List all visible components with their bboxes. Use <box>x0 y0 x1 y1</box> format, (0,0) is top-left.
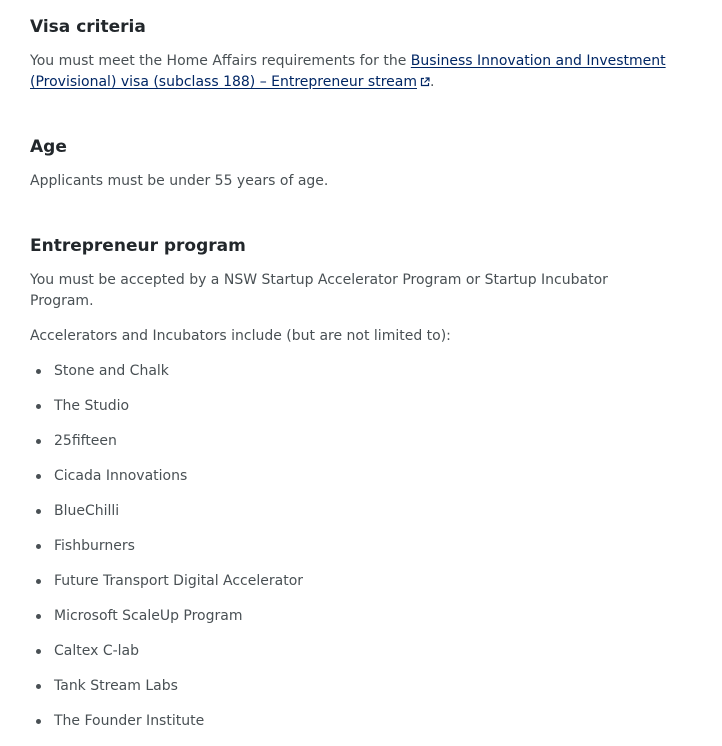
list-item <box>30 466 303 501</box>
bullet-icon <box>36 719 41 724</box>
list-item-label: The Studio <box>54 398 130 414</box>
bullet-icon <box>36 474 41 479</box>
list-item-label: BlueChilli <box>54 503 120 519</box>
bullet-icon <box>36 544 41 549</box>
list-item-label: Tank Stream Labs <box>54 678 178 694</box>
list-item-label: Stone and Chalk <box>54 363 169 379</box>
visa-text-before: You must meet the Home Affairs requirements for the <box>30 53 411 69</box>
list-item-label: 25fifteen <box>54 433 117 449</box>
bullet-icon <box>36 509 41 514</box>
bullet-icon <box>36 369 41 374</box>
list-item-label: Caltex C-lab <box>54 643 140 659</box>
visa-criteria-text <box>30 51 680 93</box>
list-item <box>30 396 303 431</box>
visa-text-after: . <box>430 74 435 90</box>
list-item <box>30 361 303 396</box>
list-item-label: Cicada Innovations <box>54 468 188 484</box>
bullet-icon <box>36 684 41 689</box>
bullet-icon <box>36 404 41 409</box>
list-item-label: Fishburners <box>54 538 135 554</box>
visa-link-label: Business Innovation and Investment (Provisional) visa (subclass 188) – Entrepreneur stream <box>30 53 666 90</box>
list-item <box>30 606 303 641</box>
bullet-icon <box>36 614 41 619</box>
list-item-label: Future Transport Digital Accelerator <box>54 573 304 589</box>
external-link-icon <box>420 77 430 87</box>
accelerators-list <box>30 361 303 746</box>
list-item-label: The Founder Institute <box>54 713 205 729</box>
bullet-icon <box>36 579 41 584</box>
entrepreneur-program-intro: You must be accepted by a NSW Startup Accelerator Program or Startup Incubator Program. <box>30 272 608 309</box>
age-text: Applicants must be under 55 years of age. <box>30 173 329 189</box>
list-item <box>30 571 303 606</box>
list-item <box>30 641 303 676</box>
accelerators-lead-text: Accelerators and Incubators include (but are not limited to): <box>30 328 451 344</box>
list-item <box>30 711 303 746</box>
list-item-label: Microsoft ScaleUp Program <box>54 608 243 624</box>
list-item <box>30 536 303 571</box>
list-item <box>30 676 303 711</box>
bullet-icon <box>36 439 41 444</box>
age-heading: Age <box>30 137 67 157</box>
visa-criteria-heading: Visa criteria <box>30 17 146 37</box>
bullet-icon <box>36 649 41 654</box>
list-item <box>30 431 303 466</box>
entrepreneur-program-heading: Entrepreneur program <box>30 236 246 256</box>
list-item <box>30 501 303 536</box>
